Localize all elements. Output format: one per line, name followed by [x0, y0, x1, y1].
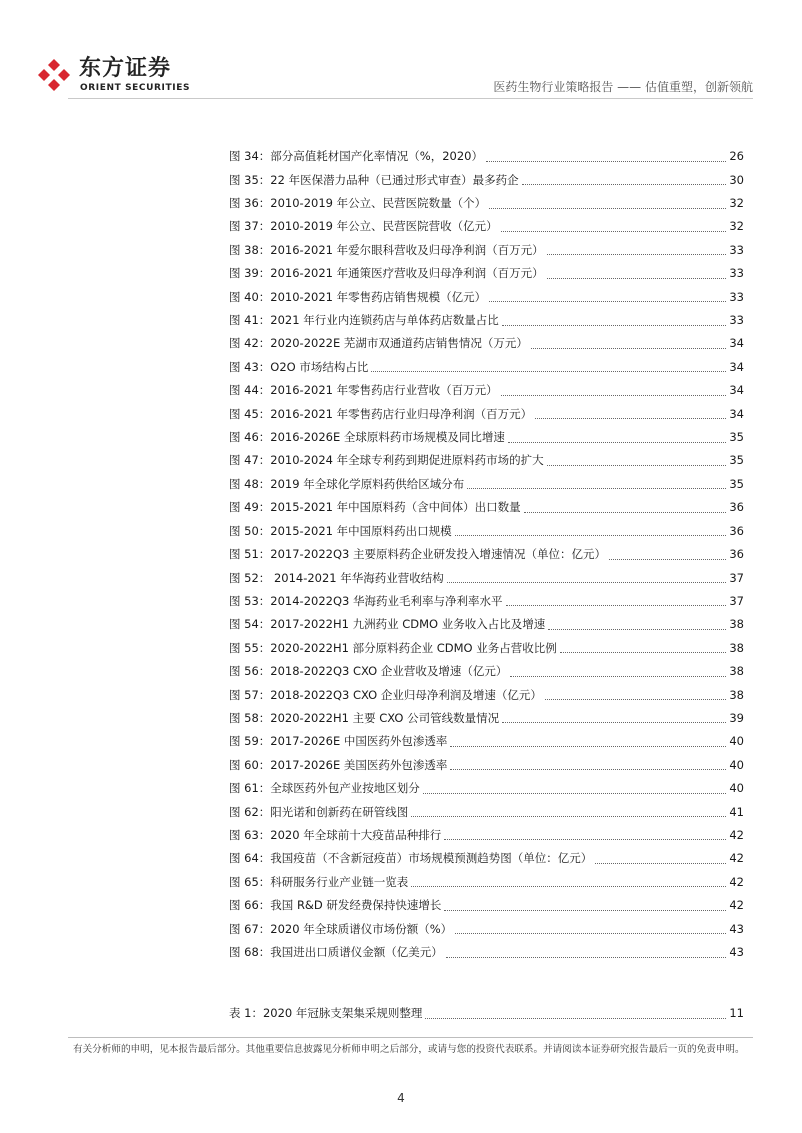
toc-leader-dots	[501, 386, 727, 396]
toc-entry[interactable]	[229, 917, 744, 940]
toc-entry[interactable]	[229, 285, 744, 308]
toc-entry-label: 图 39：2016-2021 年通策医疗营收及归母净利润（百万元）	[229, 266, 544, 281]
toc-leader-dots	[547, 456, 727, 466]
toc-entry-page: 38	[729, 687, 744, 702]
toc-leader-dots	[545, 690, 726, 700]
toc-entry[interactable]	[229, 1002, 744, 1025]
toc-leader-dots	[489, 199, 726, 209]
toc-entry-label: 图 45：2016-2021 年零售药店行业归母净利润（百万元）	[229, 406, 533, 421]
toc-entry[interactable]	[229, 192, 744, 215]
toc-entry-label: 图 68：我国进出口质谱仪金额（亿美元）	[229, 945, 443, 960]
toc-entry-page: 39	[729, 710, 744, 725]
toc-entry[interactable]	[229, 145, 744, 168]
toc-leader-dots	[450, 760, 726, 770]
toc-entry[interactable]	[229, 473, 744, 496]
toc-entry-page: 38	[729, 664, 744, 679]
disclaimer-text: 有关分析师的申明，见本报告最后部分。其他重要信息披露见分析师申明之后部分，或请与您的投资代表联系。并请阅读本证券研究报告最后一页的免责申明。	[73, 1044, 745, 1055]
toc-entry-page: 37	[729, 570, 744, 585]
toc-entry-label: 图 65：科研服务行业产业链一览表	[229, 874, 409, 889]
toc-entry[interactable]	[229, 613, 744, 636]
toc-entry[interactable]	[229, 239, 744, 262]
toc-entry[interactable]	[229, 847, 744, 870]
toc-leader-dots	[510, 667, 726, 677]
toc-entry-page: 40	[729, 781, 744, 796]
toc-entry-label: 图 55：2020-2022H1 部分原料药企业 CDMO 业务占营收比例	[229, 640, 557, 655]
toc-leader-dots	[609, 550, 726, 560]
toc-entry-page: 43	[729, 921, 744, 936]
toc-entry[interactable]	[229, 309, 744, 332]
toc-entry-label: 图 61：全球医药外包产业按地区划分	[229, 781, 420, 796]
toc-entry[interactable]	[229, 707, 744, 730]
toc-entry-page: 32	[729, 196, 744, 211]
table-list	[229, 1002, 744, 1025]
toc-entry[interactable]	[229, 800, 744, 823]
toc-entry[interactable]	[229, 683, 744, 706]
toc-entry[interactable]	[229, 637, 744, 660]
toc-entry-label: 图 47：2010-2024 年全球专利药到期促进原料药市场的扩大	[229, 453, 544, 468]
toc-leader-dots	[455, 924, 726, 934]
toc-entry[interactable]	[229, 332, 744, 355]
toc-leader-dots	[411, 877, 726, 887]
toc-entry-label: 图 53：2014-2022Q3 华海药业毛利率与净利率水平	[229, 593, 503, 608]
toc-leader-dots	[425, 1009, 726, 1019]
toc-entry-page: 42	[729, 898, 744, 913]
toc-entry-page: 35	[729, 430, 744, 445]
toc-entry-page: 34	[729, 383, 744, 398]
toc-entry-page: 37	[729, 593, 744, 608]
toc-entry-page: 42	[729, 851, 744, 866]
toc-entry-page: 34	[729, 336, 744, 351]
toc-entry-page: 32	[729, 219, 744, 234]
toc-entry-label: 图 41：2021 年行业内连锁药店与单体药店数量占比	[229, 313, 499, 328]
toc-entry[interactable]	[229, 941, 744, 964]
footer-divider	[68, 1037, 753, 1038]
toc-entry-page: 42	[729, 827, 744, 842]
toc-entry-page: 42	[729, 874, 744, 889]
toc-entry-page: 35	[729, 476, 744, 491]
toc-leader-dots	[489, 292, 726, 302]
toc-leader-dots	[560, 643, 727, 653]
toc-entry-page: 11	[729, 1006, 744, 1021]
toc-entry-label: 图 64：我国疫苗（不含新冠疫苗）市场规模预测趋势图（单位：亿元）	[229, 851, 593, 866]
toc-entry-label: 图 51：2017-2022Q3 主要原料药企业研发投入增速情况（单位：亿元）	[229, 547, 606, 562]
toc-entry[interactable]	[229, 543, 744, 566]
toc-entry-page: 40	[729, 757, 744, 772]
orient-logo-icon	[36, 57, 72, 93]
toc-entry[interactable]	[229, 894, 744, 917]
toc-entry[interactable]	[229, 871, 744, 894]
toc-entry-label: 图 38：2016-2021 年爱尔眼科营收及归母净利润（百万元）	[229, 242, 544, 257]
toc-entry[interactable]	[229, 824, 744, 847]
toc-leader-dots	[423, 784, 727, 794]
toc-leader-dots	[502, 316, 727, 326]
toc-entry-page: 33	[729, 266, 744, 281]
toc-entry-label: 表 1：2020 年冠脉支架集采规则整理	[229, 1006, 423, 1021]
toc-leader-dots	[522, 175, 727, 185]
toc-entry-label: 图 57：2018-2022Q3 CXO 企业归母净利润及增速（亿元）	[229, 687, 542, 702]
toc-entry[interactable]	[229, 496, 744, 519]
toc-entry[interactable]	[229, 660, 744, 683]
toc-entry-label: 图 36：2010-2019 年公立、民营医院数量（个）	[229, 196, 487, 211]
toc-entry-label: 图 63：2020 年全球前十大疫苗品种排行	[229, 827, 442, 842]
toc-leader-dots	[371, 362, 726, 372]
toc-leader-dots	[535, 409, 726, 419]
toc-entry-label: 图 58：2020-2022H1 主要 CXO 公司管线数量情况	[229, 710, 500, 725]
page-number: 4	[397, 1091, 405, 1105]
toc-entry[interactable]	[229, 590, 744, 613]
toc-leader-dots	[486, 152, 726, 162]
toc-leader-dots	[444, 901, 726, 911]
toc-entry[interactable]	[229, 520, 744, 543]
toc-entry-label: 图 42：2020-2022E 芜湖市双通道药店销售情况（万元）	[229, 336, 528, 351]
toc-entry-page: 38	[729, 640, 744, 655]
toc-entry[interactable]	[229, 262, 744, 285]
brand-name-en: ORIENT SECURITIES	[80, 83, 191, 93]
toc-entry-page: 43	[729, 945, 744, 960]
toc-entry[interactable]	[229, 754, 744, 777]
toc-leader-dots	[547, 245, 727, 255]
toc-leader-dots	[455, 526, 727, 536]
toc-leader-dots	[547, 269, 727, 279]
toc-entry[interactable]	[229, 449, 744, 472]
figure-list	[229, 145, 744, 964]
toc-entry-label: 图 34：部分高值耗材国产化率情况（%，2020）	[229, 149, 483, 164]
toc-entry-label: 图 56：2018-2022Q3 CXO 企业营收及增速（亿元）	[229, 664, 508, 679]
toc-entry-label: 图 43：O2O 市场结构占比	[229, 359, 369, 374]
toc-entry[interactable]	[229, 402, 744, 425]
toc-entry[interactable]	[229, 168, 744, 191]
toc-leader-dots	[411, 807, 726, 817]
toc-entry[interactable]	[229, 566, 744, 589]
toc-entry[interactable]	[229, 730, 744, 753]
toc-entry[interactable]	[229, 215, 744, 238]
toc-entry-label: 图 37：2010-2019 年公立、民营医院营收（亿元）	[229, 219, 498, 234]
toc-entry-label: 图 60：2017-2026E 美国医药外包渗透率	[229, 757, 448, 772]
toc-entry-page: 35	[729, 453, 744, 468]
report-title: 医药生物行业策略报告 —— 估值重塑，创新领航	[493, 80, 753, 94]
toc-entry-page: 33	[729, 313, 744, 328]
toc-leader-dots	[502, 713, 726, 723]
toc-entry-label: 图 46：2016-2026E 全球原料药市场规模及同比增速	[229, 430, 505, 445]
toc-entry-label: 图 54：2017-2022H1 九洲药业 CDMO 业务收入占比及增速	[229, 617, 546, 632]
toc-entry[interactable]	[229, 426, 744, 449]
toc-entry-page: 36	[729, 547, 744, 562]
toc-leader-dots	[467, 479, 726, 489]
toc-entry-label: 图 48：2019 年全球化学原料药供给区域分布	[229, 476, 465, 491]
toc-entry[interactable]	[229, 777, 744, 800]
toc-entry[interactable]	[229, 379, 744, 402]
toc-leader-dots	[444, 830, 726, 840]
toc-entry-label: 图 50：2015-2021 年中国原料药出口规模	[229, 523, 452, 538]
toc-entry-label: 图 59：2017-2026E 中国医药外包渗透率	[229, 734, 448, 749]
header-divider	[68, 98, 753, 99]
toc-leader-dots	[524, 503, 727, 513]
toc-leader-dots	[508, 433, 726, 443]
toc-entry-page: 34	[729, 406, 744, 421]
toc-entry-label: 图 35：22 年医保潜力品种（已通过形式审查）最多药企	[229, 172, 519, 187]
toc-entry-page: 33	[729, 242, 744, 257]
toc-leader-dots	[595, 854, 726, 864]
toc-leader-dots	[446, 948, 727, 958]
toc-entry-label: 图 67：2020 年全球质谱仪市场份额（%）	[229, 921, 453, 936]
toc-entry-page: 40	[729, 734, 744, 749]
toc-entry-label: 图 52： 2014-2021 年华海药业营收结构	[229, 570, 444, 585]
toc-leader-dots	[447, 573, 727, 583]
toc-leader-dots	[501, 222, 727, 232]
brand-name-cn: 东方证券	[79, 56, 172, 81]
toc-leader-dots	[548, 620, 726, 630]
toc-entry-page: 38	[729, 617, 744, 632]
toc-entry[interactable]	[229, 356, 744, 379]
toc-entry-page: 26	[729, 149, 744, 164]
toc-entry-page: 33	[729, 289, 744, 304]
toc-entry-label: 图 62：阳光诺和创新药在研管线图	[229, 804, 409, 819]
toc-entry-label: 图 66：我国 R&D 研发经费保持快速增长	[229, 898, 442, 913]
toc-leader-dots	[506, 596, 727, 606]
toc-entry-label: 图 40：2010-2021 年零售药店销售规模（亿元）	[229, 289, 487, 304]
toc-entry-page: 36	[729, 523, 744, 538]
toc-entry-page: 30	[729, 172, 744, 187]
toc-leader-dots	[450, 737, 726, 747]
toc-entry-page: 41	[729, 804, 744, 819]
toc-entry-page: 34	[729, 359, 744, 374]
toc-entry-page: 36	[729, 500, 744, 515]
toc-leader-dots	[531, 339, 726, 349]
toc-entry-label: 图 49：2015-2021 年中国原料药（含中间体）出口数量	[229, 500, 521, 515]
toc-entry-label: 图 44：2016-2021 年零售药店行业营收（百万元）	[229, 383, 498, 398]
